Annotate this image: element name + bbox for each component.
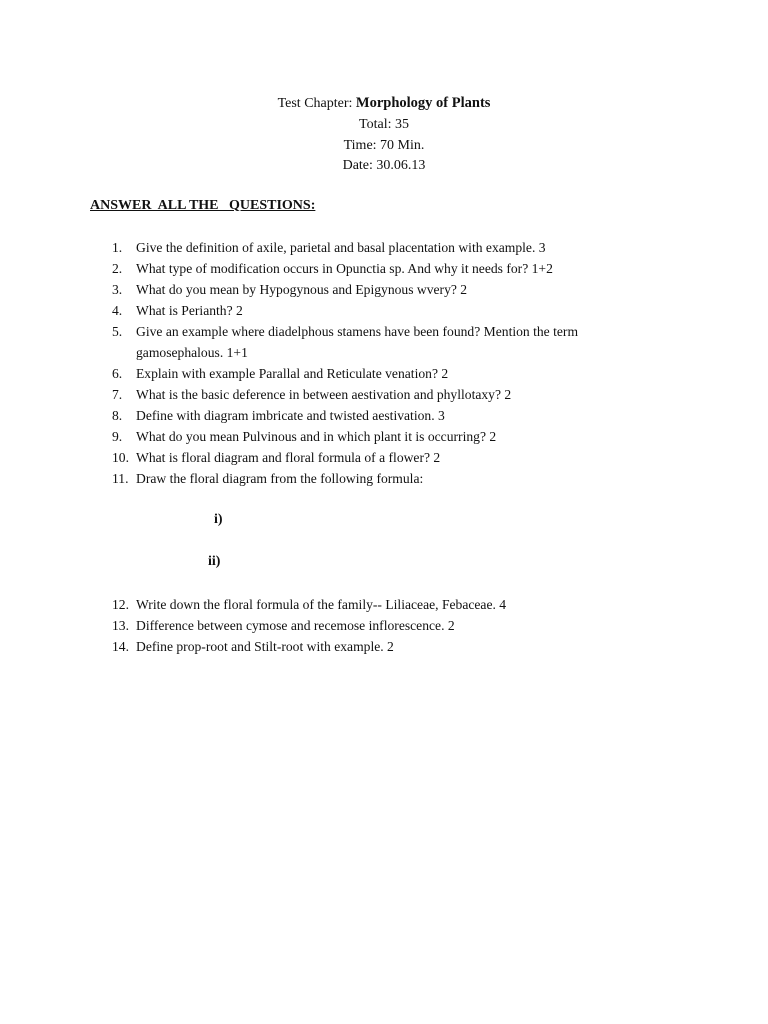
question-text: Explain with example Parallal and Reticulate venation? 2 bbox=[136, 366, 449, 381]
question-text: What is Perianth? 2 bbox=[136, 303, 243, 318]
question-number: 12. bbox=[112, 597, 129, 612]
question-text: What is floral diagram and floral formula of a flower? 2 bbox=[136, 450, 441, 465]
test-header bbox=[0, 93, 768, 177]
question-text: Define prop-root and Stilt-root with example. 2 bbox=[136, 639, 394, 654]
question-text: What do you mean by Hypogynous and Epigynous wvery? 2 bbox=[136, 282, 468, 297]
question-number: 9. bbox=[112, 429, 123, 444]
question-number: 4. bbox=[112, 303, 123, 318]
question-number: 14. bbox=[112, 639, 129, 654]
question-number: 7. bbox=[112, 387, 123, 402]
question-number: 1. bbox=[112, 240, 123, 255]
instruction-heading: ANSWER ALL THE QUESTIONS: bbox=[90, 198, 316, 213]
question-text: Give the definition of axile, parietal and basal placentation with example. 3 bbox=[136, 240, 546, 255]
question-number: 13. bbox=[112, 618, 129, 633]
question-text: Draw the floral diagram from the following formula: bbox=[136, 471, 424, 486]
question-number: 6. bbox=[112, 366, 123, 381]
time-allowed: Time: 70 Min. bbox=[343, 137, 425, 153]
question-number: 5. bbox=[112, 324, 123, 339]
question-number: 8. bbox=[112, 408, 123, 423]
question-text: What is the basic deference in between aestivation and phyllotaxy? 2 bbox=[136, 387, 512, 402]
sub-item-i: i) bbox=[214, 512, 223, 527]
sub-item-ii: ii) bbox=[208, 554, 221, 569]
chapter-line bbox=[0, 93, 768, 115]
question-number: 10. bbox=[112, 450, 129, 465]
question-text: Difference between cymose and recemose inflorescence. 2 bbox=[136, 618, 455, 633]
chapter-title: Morphology of Plants bbox=[355, 95, 491, 111]
question-text: What type of modification occurs in Opunctia sp. And why it needs for? 1+2 bbox=[136, 261, 553, 276]
question-text: Give an example where diadelphous stamens have been found? Mention the term bbox=[136, 324, 579, 339]
chapter-prefix: Test Chapter: bbox=[277, 96, 356, 111]
question-text: What do you mean Pulvinous and in which plant it is occurring? 2 bbox=[136, 429, 497, 444]
question-text-continued: gamosephalous. 1+1 bbox=[136, 344, 248, 360]
question-number: 3. bbox=[112, 282, 123, 297]
question-text: Write down the floral formula of the family-- Liliaceae, Febaceae. 4 bbox=[136, 597, 507, 612]
question-number: 2. bbox=[112, 261, 123, 276]
question-number: 11. bbox=[112, 471, 129, 486]
test-date: Date: 30.06.13 bbox=[342, 158, 426, 174]
question-text: Define with diagram imbricate and twisted aestivation. 3 bbox=[136, 408, 445, 423]
total-marks: Total: 35 bbox=[359, 116, 409, 132]
